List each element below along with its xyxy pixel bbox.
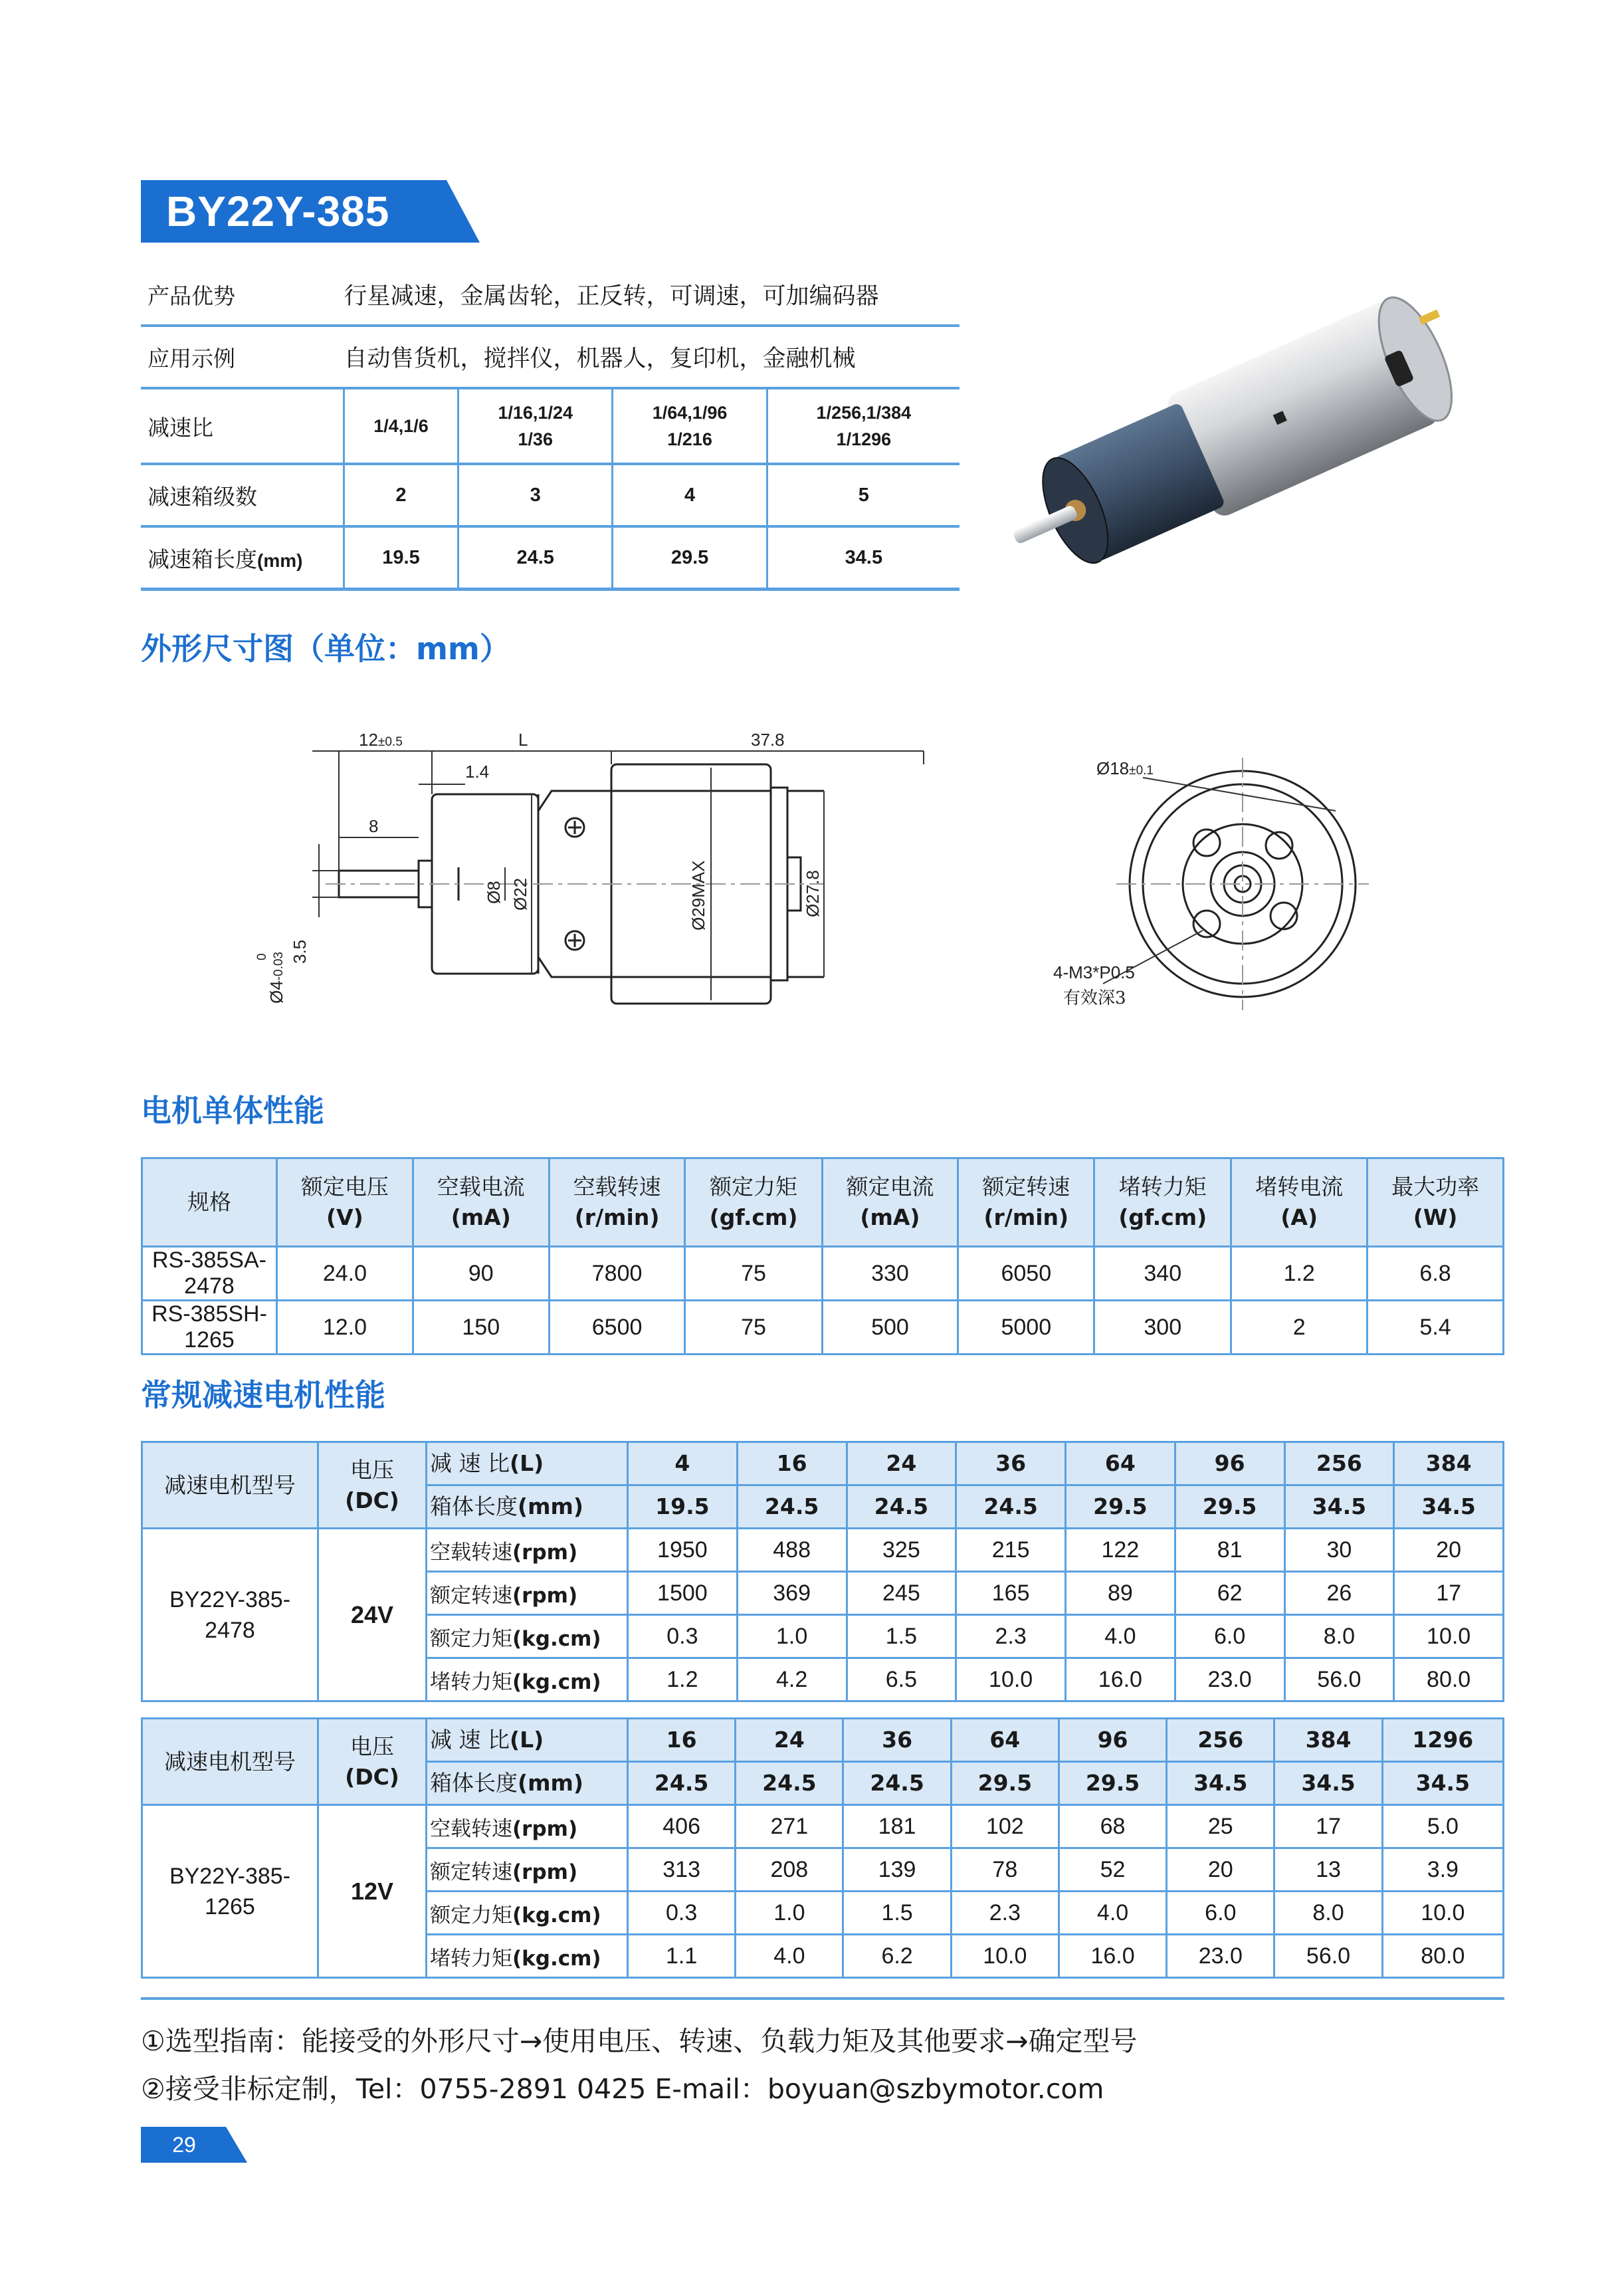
application-label: 应用示例: [141, 326, 344, 388]
volt-header: 电压 (DC): [318, 1719, 427, 1805]
dimension-section-title: 外形尺寸图（单位：mm）: [141, 631, 510, 667]
ratio-cell: 1/256,1/384 1/1296: [767, 388, 960, 464]
table-cell: 1.2: [1231, 1247, 1368, 1301]
table-cell: 500: [822, 1301, 958, 1355]
stages-cell: 2: [344, 464, 458, 526]
table-cell: 488: [737, 1529, 847, 1572]
table-cell: 208: [736, 1848, 843, 1892]
table-cell: 20: [1167, 1848, 1274, 1892]
table-cell: 0.3: [628, 1892, 736, 1935]
ratio-cell: 36: [956, 1442, 1066, 1485]
table-cell: 271: [736, 1805, 843, 1848]
table-cell: 8.0: [1274, 1892, 1382, 1935]
ratio-cell: 16: [737, 1442, 847, 1485]
ratio-cell: 96: [1175, 1442, 1284, 1485]
model-header: 减速电机型号: [142, 1719, 318, 1805]
contact-note: ②接受非标定制，Tel：0755-2891 0425 E-mail：boyuan@szbymotor.com: [141, 2073, 1104, 2105]
stages-cell: 4: [613, 464, 767, 526]
table-row: [142, 1247, 1504, 1301]
table-cell: 89: [1066, 1572, 1175, 1615]
dim-thread: 4-M3*P0.5: [1053, 962, 1135, 982]
ratio-cell: 36: [843, 1719, 951, 1762]
stages-cell: 5: [767, 464, 960, 526]
row-label: 额定力矩(kg.cm): [427, 1615, 628, 1658]
table-cell: 10.0: [1382, 1892, 1503, 1935]
table-cell: 369: [737, 1572, 847, 1615]
ratio-label: 减速比: [141, 388, 344, 464]
ratio-cell: 1/4,1/6: [344, 388, 458, 464]
table-cell: 4.2: [737, 1658, 847, 1701]
length-cell: 29.5: [951, 1762, 1059, 1805]
header-cell: 空载转速 (r/min): [549, 1158, 685, 1247]
table-cell: 5.4: [1368, 1301, 1504, 1355]
table-cell: 2.3: [956, 1615, 1066, 1658]
model-cell: BY22Y-385- 2478: [142, 1529, 318, 1701]
spec-row-ratio: [141, 388, 960, 464]
ratio-cell: 16: [628, 1719, 736, 1762]
ratio-cell: 384: [1394, 1442, 1504, 1485]
dim-shaft-dia: Ø4-0.03: [266, 952, 286, 1004]
header-cell: 额定电流 (mA): [822, 1158, 958, 1247]
ratio-row-label: 减 速 比(L): [427, 1442, 628, 1485]
table-cell: 6.0: [1175, 1615, 1284, 1658]
spec-row-stages: [141, 464, 960, 526]
ratio-cell: 96: [1059, 1719, 1166, 1762]
motor-perf-table: [141, 1157, 1504, 1355]
table-cell: 23.0: [1167, 1935, 1274, 1978]
table-row: [142, 1719, 1504, 1762]
table-cell: 24.0: [277, 1247, 413, 1301]
table-cell: 406: [628, 1805, 736, 1848]
header-cell: 规格: [142, 1158, 277, 1247]
table-cell: 68: [1059, 1805, 1166, 1848]
table-cell: 20: [1394, 1529, 1504, 1572]
table-cell: 80.0: [1382, 1935, 1503, 1978]
table-cell: 10.0: [1394, 1615, 1504, 1658]
voltage-cell: 12V: [318, 1805, 427, 1978]
dim-flat: 3.5: [290, 939, 310, 964]
table-cell: 8.0: [1284, 1615, 1394, 1658]
table-row: [142, 1805, 1504, 1848]
table-cell: 122: [1066, 1529, 1175, 1572]
table-cell: 80.0: [1394, 1658, 1504, 1701]
spec-row-length: [141, 526, 960, 590]
length-cell: 24.5: [956, 1485, 1066, 1529]
dim-motor-len: 37.8: [751, 730, 785, 750]
ratio-cell: 1/64,1/96 1/216: [613, 388, 767, 464]
table-cell: 17: [1394, 1572, 1504, 1615]
row-label: 额定转速(rpm): [427, 1572, 628, 1615]
table-cell: 1500: [628, 1572, 738, 1615]
length-row-label: 箱体长度(mm): [427, 1762, 628, 1805]
row-label: 堵转力矩(kg.cm): [427, 1935, 628, 1978]
table-cell: 56.0: [1274, 1935, 1382, 1978]
ratio-cell: 256: [1167, 1719, 1274, 1762]
length-cell: 29.5: [613, 526, 767, 590]
application-value: 自动售货机，搅拌仪，机器人，复印机，金融机械: [344, 326, 960, 388]
table-cell: 181: [843, 1805, 951, 1848]
table-cell: 10.0: [956, 1658, 1066, 1701]
motor-photo: [983, 263, 1502, 595]
dim-shaft-len: 12±0.5: [359, 730, 403, 750]
header-cell: 堵转力矩 (gf.cm): [1094, 1158, 1231, 1247]
table-cell: 150: [413, 1301, 549, 1355]
table-row: [142, 1442, 1504, 1485]
length-cell: 34.5: [1394, 1485, 1504, 1529]
ratio-cell: 64: [951, 1719, 1059, 1762]
table-cell: 10.0: [951, 1935, 1059, 1978]
model-header: 减速电机型号: [142, 1442, 318, 1529]
header-cell: 额定力矩 (gf.cm): [685, 1158, 822, 1247]
table-cell: 0.3: [628, 1615, 738, 1658]
table-cell: 13: [1274, 1848, 1382, 1892]
length-cell: 34.5: [767, 526, 960, 590]
table-cell: 56.0: [1284, 1658, 1394, 1701]
length-cell: 24.5: [843, 1762, 951, 1805]
table-cell: 1.1: [628, 1935, 736, 1978]
table-cell: 16.0: [1059, 1935, 1166, 1978]
length-cell: 24.5: [628, 1762, 736, 1805]
table-cell: 330: [822, 1247, 958, 1301]
footer-divider: [141, 1997, 1504, 2000]
spec-table: [141, 265, 960, 591]
length-cell: 34.5: [1382, 1762, 1503, 1805]
header-cell: 空载电流 (mA): [413, 1158, 549, 1247]
header-cell: 堵转电流 (A): [1231, 1158, 1368, 1247]
ratio-row-label: 减 速 比(L): [427, 1719, 628, 1762]
header-cell: 最大功率 (W): [1368, 1158, 1504, 1247]
table-cell: 75: [685, 1247, 822, 1301]
length-cell: 29.5: [1175, 1485, 1284, 1529]
table-cell: 245: [847, 1572, 956, 1615]
table-cell: 300: [1094, 1301, 1231, 1355]
length-cell: 34.5: [1274, 1762, 1382, 1805]
table-cell: 30: [1284, 1529, 1394, 1572]
dim-motor-dia: Ø27.8: [803, 870, 823, 917]
table-cell: 6.8: [1368, 1247, 1504, 1301]
table-cell: 6500: [549, 1301, 685, 1355]
ratio-cell: 256: [1284, 1442, 1394, 1485]
table-cell: 1.5: [847, 1615, 956, 1658]
length-cell: 24.5: [736, 1762, 843, 1805]
table-row: [142, 1301, 1504, 1355]
table-cell: 26: [1284, 1572, 1394, 1615]
table-cell: RS-385SH-1265: [142, 1301, 277, 1355]
table-cell: 102: [951, 1805, 1059, 1848]
ratio-cell: 24: [847, 1442, 956, 1485]
length-cell: 19.5: [344, 526, 458, 590]
voltage-cell: 24V: [318, 1529, 427, 1701]
table-cell: 1.0: [736, 1892, 843, 1935]
dim-flange: 1.4: [465, 762, 490, 782]
table-cell: 4.0: [1066, 1615, 1175, 1658]
ratio-cell: 4: [628, 1442, 738, 1485]
table-cell: 12.0: [277, 1301, 413, 1355]
row-label: 空载转速(rpm): [427, 1529, 628, 1572]
dim-shaft-ext: 8: [369, 816, 379, 836]
table-cell: 6050: [958, 1247, 1094, 1301]
table-cell: 1.2: [628, 1658, 738, 1701]
table-cell: 17: [1274, 1805, 1382, 1848]
header-cell: 额定转速 (r/min): [958, 1158, 1094, 1247]
row-label: 空载转速(rpm): [427, 1805, 628, 1848]
table-cell: 6.0: [1167, 1892, 1274, 1935]
selection-guide-note: ①选型指南：能接受的外形尺寸→使用电压、转速、负载力矩及其他要求→确定型号: [141, 2025, 1138, 2057]
dim-motor-max: Ø29MAX: [688, 860, 708, 930]
table-cell: 90: [413, 1247, 549, 1301]
advantage-value: 行星减速，金属齿轮，正反转，可调速，可加编码器: [344, 265, 960, 326]
ratio-cell: 24: [736, 1719, 843, 1762]
dim-boss: Ø8: [484, 881, 504, 904]
gear-perf-table-24v: [141, 1441, 1504, 1702]
ratio-cell: 1/16,1/24 1/36: [458, 388, 613, 464]
table-cell: 23.0: [1175, 1658, 1284, 1701]
table-cell: 165: [956, 1572, 1066, 1615]
table-cell: 2.3: [951, 1892, 1059, 1935]
motor-perf-title: 电机单体性能: [141, 1093, 324, 1129]
table-cell: 215: [956, 1529, 1066, 1572]
table-cell: 1950: [628, 1529, 738, 1572]
model-cell: BY22Y-385- 1265: [142, 1805, 318, 1978]
length-cell: 24.5: [737, 1485, 847, 1529]
table-cell: 5.0: [1382, 1805, 1503, 1848]
length-cell: 34.5: [1167, 1762, 1274, 1805]
dim-shaft-tol-upper: 0: [255, 953, 269, 960]
ratio-cell: 1296: [1382, 1719, 1503, 1762]
table-cell: 6.5: [847, 1658, 956, 1701]
advantage-label: 产品优势: [141, 265, 344, 326]
table-cell: 313: [628, 1848, 736, 1892]
table-cell: 4.0: [736, 1935, 843, 1978]
table-cell: 1.5: [843, 1892, 951, 1935]
table-cell: 6.2: [843, 1935, 951, 1978]
model-title: BY22Y-385: [166, 187, 390, 235]
table-row: [142, 1529, 1504, 1572]
table-cell: 81: [1175, 1529, 1284, 1572]
length-cell: 34.5: [1284, 1485, 1394, 1529]
dimension-drawing: [239, 691, 1402, 1024]
length-row-label: 箱体长度(mm): [427, 1485, 628, 1529]
length-label: 减速箱长度(mm): [141, 526, 344, 590]
row-label: 堵转力矩(kg.cm): [427, 1658, 628, 1701]
table-cell: 340: [1094, 1247, 1231, 1301]
stages-label: 减速箱级数: [141, 464, 344, 526]
spec-row-advantage: [141, 265, 960, 326]
stages-cell: 3: [458, 464, 613, 526]
page-number: 29: [172, 2133, 196, 2157]
table-cell: 5000: [958, 1301, 1094, 1355]
table-cell: 25: [1167, 1805, 1274, 1848]
header-cell: 额定电压 (V): [277, 1158, 413, 1247]
table-cell: 139: [843, 1848, 951, 1892]
table-cell: 16.0: [1066, 1658, 1175, 1701]
table-cell: 4.0: [1059, 1892, 1166, 1935]
dim-pcd: Ø18±0.1: [1096, 758, 1154, 778]
gear-perf-table-12v: [141, 1717, 1504, 1979]
length-cell: 24.5: [847, 1485, 956, 1529]
gear-perf-title: 常规减速电机性能: [141, 1377, 385, 1413]
table-cell: 7800: [549, 1247, 685, 1301]
dim-L: L: [518, 730, 528, 750]
dim-gearbox-dia: Ø22: [510, 877, 530, 911]
row-label: 额定力矩(kg.cm): [427, 1892, 628, 1935]
volt-header: 电压 (DC): [318, 1442, 427, 1529]
table-cell: 2: [1231, 1301, 1368, 1355]
table-cell: RS-385SA-2478: [142, 1247, 277, 1301]
table-cell: 325: [847, 1529, 956, 1572]
table-cell: 3.9: [1382, 1848, 1503, 1892]
length-cell: 29.5: [1059, 1762, 1166, 1805]
table-cell: 62: [1175, 1572, 1284, 1615]
length-cell: 29.5: [1066, 1485, 1175, 1529]
length-cell: 24.5: [458, 526, 613, 590]
table-cell: 52: [1059, 1848, 1166, 1892]
table-cell: 75: [685, 1301, 822, 1355]
table-cell: 1.0: [737, 1615, 847, 1658]
row-label: 额定转速(rpm): [427, 1848, 628, 1892]
motor-perf-header-row: [142, 1158, 1504, 1247]
spec-row-application: [141, 326, 960, 388]
dim-thread-depth: 有效深3: [1063, 988, 1126, 1008]
table-cell: 78: [951, 1848, 1059, 1892]
length-cell: 19.5: [628, 1485, 738, 1529]
ratio-cell: 64: [1066, 1442, 1175, 1485]
ratio-cell: 384: [1274, 1719, 1382, 1762]
